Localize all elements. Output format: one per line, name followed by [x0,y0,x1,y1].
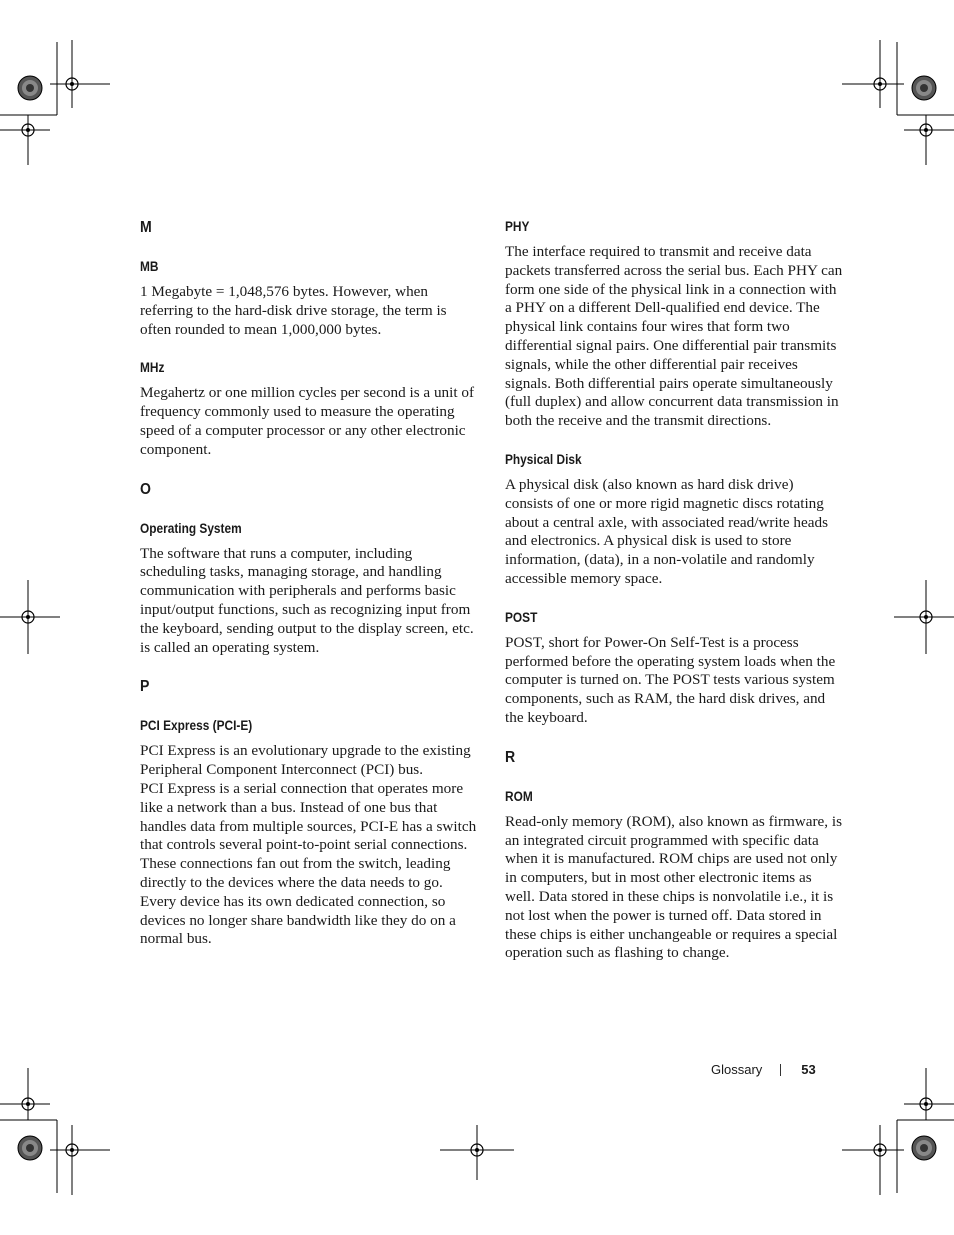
registration-star-icon [912,76,936,100]
term-mhz: MHz [140,360,165,376]
page-footer [711,1062,816,1077]
definition-mhz: Megahertz or one million cycles per second is a unit of frequency commonly used to measure the operating speed of a computer processor or any other electronic component. [140,384,475,458]
definition-rom: Read-only memory (ROM), also known as firmware, is an integrated circuit programmed with specific data when it is manufactured. ROM chips are used not only in computers, but in most other electronic items as well. Data stored in these chips is nonvolatile i.e., it is not lost when the power is turned off. Data stored in these chips is either unchangeable or requires a special operation such as flashing to change. [505,812,843,962]
left-column [140,218,480,949]
term-post: POST [505,609,538,625]
footer-section-title: Glossary [711,1062,763,1077]
definition-post: POST, short for Power-On Self-Test is a process performed before the operating system loads when the computer is turned on. The POST tests various system components, such as RAM, the hard disk drives, and the keyboard. [505,633,836,726]
definition-operating-system: The software that runs a computer, including scheduling tasks, managing storage, and handling communication with peripherals and performs basic input/output functions, such as recognizing input from the keyboard, sending output to the display screen, etc. is called an operating system. [140,544,474,656]
section-letter-m: M [140,219,152,236]
definition-physical-disk: A physical disk (also known as hard disk drive) consists of one or more rigid magnetic discs rotating about a central axle, with associated read/write heads and electronics. A physical disk is used to store information, (data), in a non-volatile and randomly accessible memory space. [505,475,829,587]
section-letter-p: P [140,678,150,696]
definition-pci-express-2: PCI Express is a serial connection that operates more like a network than a bus. Instead of one bus that handles data from multiple sources, PCI-E has a switch that controls several point-to-point serial connections. These connections fan out from the switch, leading directly to the devices where the data needs to go. Every device has its own dedicated connection, so devices no longer share bandwidth like they do on a normal bus. [140,779,477,948]
term-operating-system: Operating System [140,520,242,536]
term-pci-express: PCI Express (PCI-E) [140,718,253,734]
definition-mb: 1 Megabyte = 1,048,576 bytes. However, when referring to the hard-disk drive storage, the term is often rounded to mean 1,000,000 bytes. [140,283,447,338]
registration-star-icon [18,76,42,100]
registration-star-icon [18,1136,42,1160]
definition-phy: The interface required to transmit and receive data packets transferred across the serial bus. Each PHY can form one side of the physical link in a connection with a PHY on a different Dell-qualified end device. The physical link contains four wires that form two differential signal pairs. One differential pair transmits signals, while the other differential pair receives signals. Both differential pairs operate simultaneously (full duplex) and allow concurrent data transmission in both the receive and the transmit directions. [505,243,843,430]
term-rom: ROM [505,788,533,804]
right-column [505,218,845,963]
term-physical-disk: Physical Disk [505,451,582,467]
page-number: 53 [801,1062,816,1077]
term-phy: PHY [505,219,530,234]
section-letter-r: R [505,748,516,766]
term-mb: MB [140,259,159,274]
footer-divider [780,1064,781,1076]
registration-star-icon [912,1136,936,1160]
definition-pci-express-1: PCI Express is an evolutionary upgrade to the existing Peripheral Component Interconnect (PCI) bus. [140,742,471,779]
section-letter-o: O [140,480,151,498]
